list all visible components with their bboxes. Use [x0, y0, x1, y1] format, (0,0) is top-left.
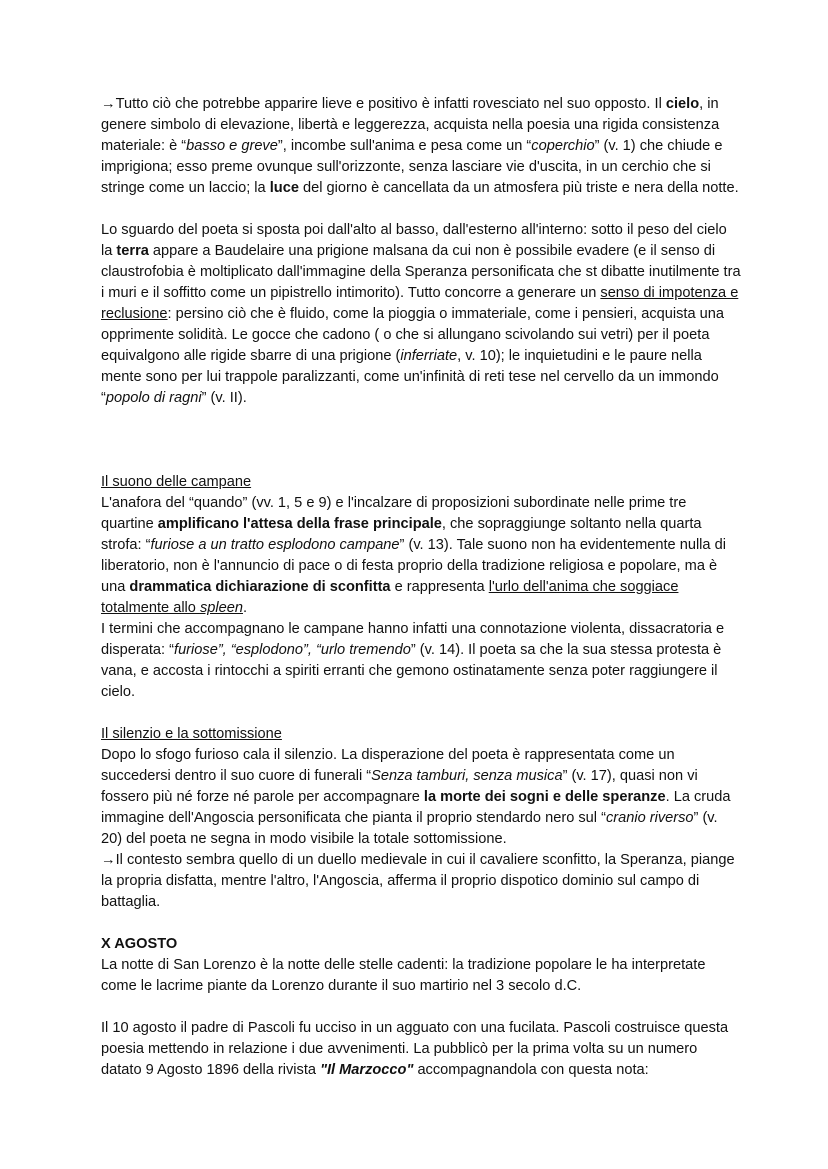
text-run: Il 10 agosto il padre di Pascoli fu ucciso in un agguato con una fucilata. Pascoli costruisce questa poesia mettendo in relazione i due avvenimenti. La pubblicò per la prima volta su un numero datato 9 Agosto 1896 della rivista [101, 1020, 729, 1078]
paragraph [101, 955, 741, 997]
text-run: L'anafora del “quando” (vv. 1, 5 e 9) e l'incalzare di proposizioni subordinate nelle prime tre quartine [101, 495, 687, 532]
text-run: ” (v. 14). Il poeta sa che la sua stessa protesta è vana, e accosta i rintocchi a spiriti erranti che gemono ostinatamente senza poter raggiungere il cielo. [101, 642, 722, 700]
italic-text: inferriate [400, 348, 458, 364]
paragraph [101, 94, 741, 199]
text-run: . [243, 600, 248, 616]
bold-text: drammatica dichiarazione di sconfitta [129, 579, 391, 595]
italic-text: cranio riverso [605, 810, 694, 826]
paragraph [101, 619, 741, 703]
paragraph [101, 745, 741, 850]
text-run: , in genere simbolo di elevazione, libertà e leggerezza, acquista nella poesia una rigida consistenza materiale: è “ [101, 96, 720, 154]
text-run: ” (v. II). [201, 390, 247, 406]
text-run: , v. 10); le inquietudini e le paure nella mente sono per lui trappole paralizzanti, come un'infinità di reti tese nel cervello da un immondo “ [101, 348, 719, 406]
underlined-text: spleen [199, 600, 243, 616]
bold-text: la morte dei sogni e delle speranze [423, 789, 666, 805]
text-run: ” (v. 13). Tale suono non ha evidentemente nulla di liberatorio, non è l'annuncio di pace o di festa proprio della tradizione religiosa e popolare, ma è una [101, 537, 726, 595]
text-run: La notte di San Lorenzo è la notte delle stelle cadenti: la tradizione popolare le ha interpretate come le lacrime piante da Lorenzo durante il suo martirio nel 3 secolo d.C. [101, 957, 706, 994]
text-run: accompagnandola con questa nota: [413, 1062, 649, 1078]
bold-text: X AGOSTO [101, 936, 178, 952]
document-page [101, 94, 741, 1081]
text-run: del giorno è cancellata da un atmosfera più triste e nera della notte. [298, 180, 739, 196]
italic-text: furiose”, “esplodono”, “urlo tremendo [174, 642, 411, 658]
text-run: . La cruda immagine dell'Angoscia personificata che pianta il proprio stendardo nero sul “ [101, 789, 731, 826]
text-run: ” (v. 20) del poeta ne segna in modo visibile la totale sottomissione. [101, 810, 718, 847]
bold-text: amplificano l'attesa della frase principale [157, 516, 442, 532]
underlined-text: Il silenzio e la sottomissione [101, 726, 282, 742]
paragraph [101, 220, 741, 409]
paragraph [101, 493, 741, 619]
text-run: ”, incombe sull'anima e pesa come un “ [277, 138, 532, 154]
text-run: : persino ciò che è fluido, come la pioggia o immateriale, come i pensieri, acquista una opprimente solidità. Le gocce che cadono ( o che si allungano scivolando sui vetri) per il poeta equivalgono alle rigide sbarre di una prigione ( [101, 306, 725, 364]
text-run: e rappresenta [390, 579, 489, 595]
paragraph [101, 934, 741, 955]
underlined-text: l'urlo dell'anima che soggiace totalmente allo [101, 579, 679, 616]
text-run: Dopo lo sfogo furioso cala il silenzio. La disperazione del poeta è rappresentata come un succedersi dentro il suo cuore di funerali “ [101, 747, 675, 784]
paragraph-spacer [101, 199, 741, 220]
bold-text: "Il Marzocco" [320, 1062, 414, 1078]
paragraph-spacer [101, 703, 741, 724]
underlined-text: Il suono delle campane [101, 474, 252, 490]
text-run: ” (v. 1) che chiude e imprigiona; esso preme ovunque sull'orizzonte, senza lasciare vie d'uscita, in un cerchio che si stringe come un laccio; la [101, 138, 723, 196]
paragraph [101, 724, 741, 745]
paragraph [101, 850, 741, 913]
text-run: Lo sguardo del poeta si sposta poi dall'alto al basso, dall'esterno all'interno: sotto il peso del cielo la [101, 222, 727, 259]
bold-text: terra [116, 243, 149, 259]
paragraph [101, 1018, 741, 1081]
italic-text: coperchio [531, 138, 595, 154]
text-run: I termini che accompagnano le campane hanno infatti una connotazione violenta, dissacratoria e disperata: “ [101, 621, 725, 658]
bold-text: luce [269, 180, 299, 196]
italic-text: furiose a un tratto esplodono campane [150, 537, 400, 553]
italic-text: basso e greve [186, 138, 278, 154]
text-run: →Tutto ciò che potrebbe apparire lieve e positivo è infatti rovesciato nel suo opposto. Il [101, 96, 666, 112]
paragraph-spacer [101, 913, 741, 934]
text-run: →Il contesto sembra quello di un duello medievale in cui il cavaliere sconfitto, la Speranza, piange la propria disfatta, mentre l'altro, l'Angoscia, afferma il proprio dispotico dominio sul campo di battaglia. [101, 852, 735, 910]
underlined-text: senso di impotenza e reclusione [101, 285, 739, 322]
italic-text: Senza tamburi, senza musica [371, 768, 563, 784]
text-run: , che sopraggiunge soltanto nella quarta strofa: “ [101, 516, 702, 553]
text-run: ” (v. 17), quasi non vi fossero più né forze né parole per accompagnare [101, 768, 698, 805]
text-run: appare a Baudelaire una prigione malsana da cui non è possibile evadere (e il senso di claustrofobia è moltiplicato dall'immagine della Speranza personificata che st dibatte inutilmente tra i muri e il soffitto come un pipistrello intimorito). Tutto concorre a generare un [101, 243, 741, 301]
paragraph-spacer [101, 997, 741, 1018]
paragraph-spacer [101, 409, 741, 472]
italic-text: popolo di ragni [105, 390, 202, 406]
bold-text: cielo [665, 96, 700, 112]
paragraph [101, 472, 741, 493]
